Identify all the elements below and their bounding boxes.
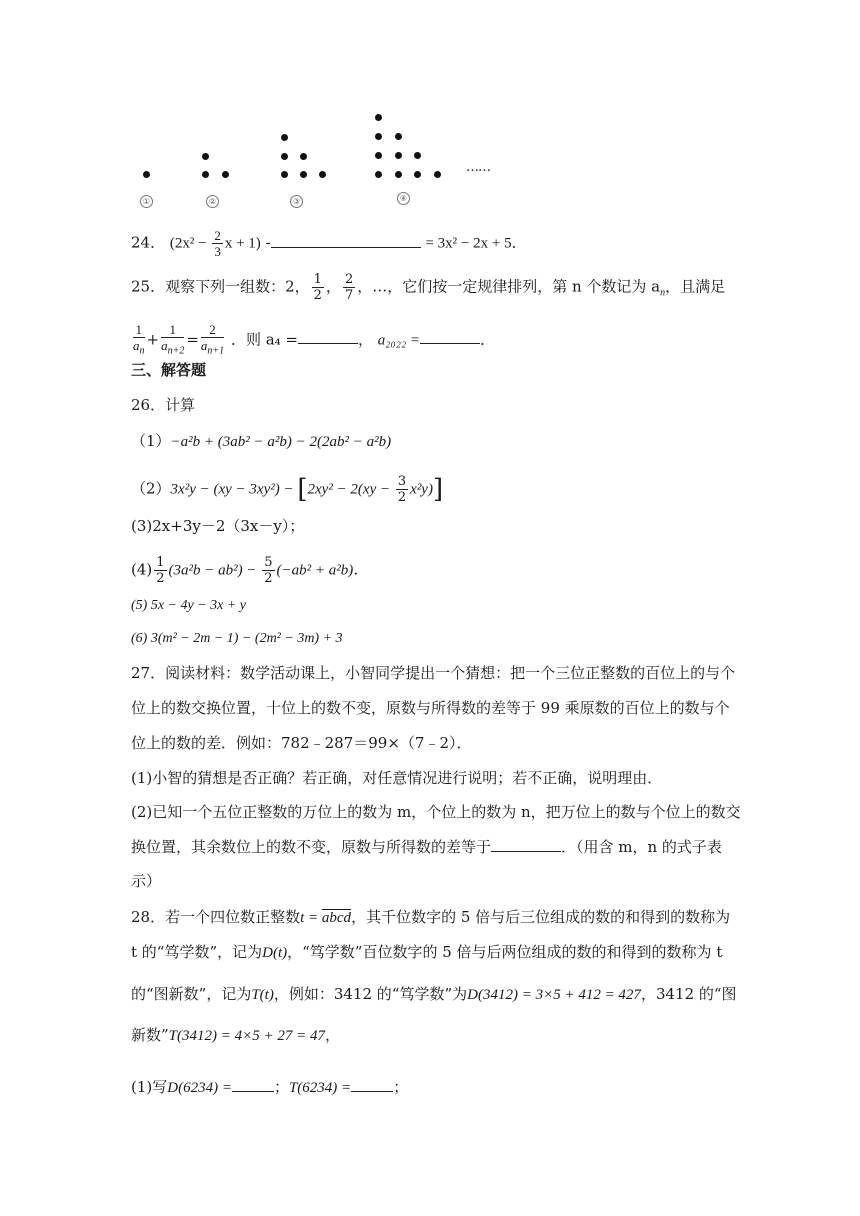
section-heading: 三、解答题 [131,361,207,379]
dot [143,171,150,178]
expr-left: (2x² − [169,235,211,252]
figure-label-4: ④ [397,192,410,205]
text: ， [358,330,374,349]
answer-blank[interactable] [271,233,421,248]
fraction-numerator: 2 [214,228,221,243]
minus-sign: - [265,233,271,252]
text: ，且满足 [665,277,726,296]
fraction-numerator: 1 [161,322,184,338]
expression: x²y) [410,481,433,498]
text: 25．观察下列一组数：2， [131,277,310,296]
question-27-sub2-line3: 示） [131,872,162,890]
answer-blank-T[interactable] [351,1077,393,1092]
dot [375,171,382,178]
ellipsis: …… [466,160,490,175]
fraction-denominator: $a_n$ [133,338,145,357]
fraction [154,555,166,586]
fraction-numerator: 1 [313,272,322,287]
figure-label-1: ① [140,195,153,208]
question-28-sub1 [131,1076,408,1099]
question-27-line1: 27．阅读材料：数学活动课上，小智同学提出一个猜想：把一个三位正整数的百位上的与个 [131,664,736,682]
dot [281,171,288,178]
question-26-part2: （2）3x²y − (xy − 3xy²) − [2xy² − 2(xy − $\frac{3}{2}$ x²y)] [131,474,444,505]
fraction-numerator: 1 [133,322,145,338]
expression: T(t) [251,987,274,1003]
question-26-part1 [131,430,391,453]
answer-blank-a4[interactable] [298,329,358,344]
question-24 [131,228,527,259]
answer-blank[interactable] [491,837,561,852]
expression: −a²b + (3ab² − a²b) − 2(2ab² − a²b) [170,434,392,450]
question-28-line4 [131,1024,340,1047]
dot [375,133,382,140]
fraction-denominator: $a_{n+2}$ [161,338,185,357]
dot [395,171,402,178]
dot [202,153,209,160]
fraction [262,555,274,586]
fraction-denominator: 2 [313,288,322,303]
fraction-denominator: $a_{n+1}$ [200,338,225,357]
expression: T(6234) = [288,1080,352,1096]
text: ．则 a₄ = [230,330,298,349]
dot [375,114,382,121]
dot [414,171,421,178]
question-26-title: 26．计算 [131,396,196,414]
text: a₂₀₂₂ = [377,332,421,349]
expression: (−ab² + a²b)． [276,562,369,579]
question-28-line2 [131,941,722,964]
expr-right: = 3x² − 2x + 5． [425,235,527,252]
text: ，3412 的“图 [640,985,737,1003]
subscript: n [660,287,666,299]
dot [300,171,307,178]
text: 28．若一个四位数正整数 [131,908,301,926]
text: ．（用含 m，n 的式子表 [561,838,722,856]
fraction-denominator: 2 [156,571,165,586]
fraction-denominator: 2 [264,571,273,586]
dot [375,152,382,159]
question-27-sub2-line1: (2)已知一个五位正整数的万位上的数为 m，个位上的数为 n，把万位上的数与个位上的数交 [131,803,741,821]
fraction-numerator: 1 [156,555,165,570]
fraction [343,272,355,303]
expression: D(3412) = 3×5 + 412 = 427 [467,987,641,1003]
question-26-part3: (3)2x+3y－2（3x－y）； [131,517,305,535]
text: 新数” [131,1026,169,1044]
fraction-numerator: 3 [397,474,407,489]
text: ； [393,1078,409,1096]
dot [281,134,288,141]
fraction-numerator: 2 [344,272,354,287]
text: (1)写 [131,1078,168,1096]
dot [414,152,421,159]
question-26-part6: (6) 3(m² − 2m − 1) − (2m² − 3m) + 3 [131,631,343,646]
text: ，其千位数字的 5 倍与后三位组成的数的和得到的数称为 [351,908,731,926]
question-28-line3 [131,983,737,1006]
question-26-part5: (5) 5x − 4y − 3x + y [131,598,247,613]
fraction [161,322,184,359]
question-25-line2: $\frac{1}{a_n}$ + $\frac{1}{a_{n+2}}$ = $\frac{2}{a_{n+1}}$ ．则 a₄ = ， a₂₀₂₂ = ． [133,322,496,357]
text: ； [273,1078,289,1096]
part-label: （2） [131,479,171,498]
part-label: (4) [131,560,153,579]
text: ， [325,1026,341,1044]
question-number: 24． [131,233,166,252]
dot [300,153,307,160]
expression: abcd [321,910,352,926]
dot [222,171,229,178]
dot [202,171,209,178]
text: 换位置，其余数位上的数不变，原数与所得数的差等于 [131,838,492,856]
question-25-line1: 25．观察下列一组数：2， $\frac{1}{2}$ ， $\frac{2}{7}$ ，…，它们按一定规律排列，第 n 个数记为 $a_n$，且满足 [131,272,726,303]
question-26-part4 [131,555,368,586]
fraction [212,228,223,259]
fraction [312,272,324,303]
question-27-line3: 位上的数的差．例如：782﹣287＝99×（7﹣2）． [131,734,472,752]
dot [281,153,288,160]
text: ． [480,330,496,349]
text: ，“笃学数”百位数字的 5 倍与后两位组成的数的和得到的数称为 t [287,943,723,961]
fraction [396,474,408,505]
expression: T(3412) = 4×5 + 27 = 47 [168,1028,325,1044]
fraction-denominator: 2 [397,490,407,505]
question-27-line2: 位上的数交换位置，十位上的数不变，原数与所得数的差等于 99 乘原数的百位上的数与个 [131,699,730,717]
dot [395,152,402,159]
question-27-sub2-line2 [131,836,722,858]
answer-blank-D[interactable] [232,1077,274,1092]
expression: 2xy² − 2(xy − [307,481,394,498]
text: 的“图新数”，记为 [131,985,252,1003]
dot [434,171,441,178]
expression: t = [300,910,322,926]
text: ，例如：3412 的“笃学数”为 [273,985,468,1003]
fraction [133,322,145,359]
fraction-numerator: 5 [264,555,273,570]
fraction-denominator: 3 [214,244,221,259]
fraction [201,322,224,359]
expression: (3a²b − ab²) − [168,562,261,579]
figure-label-2: ② [206,195,219,208]
fraction-numerator: 2 [201,322,224,338]
question-27-sub1: (1)小智的猜想是否正确？若正确，对任意情况进行说明；若不正确，说明理由． [131,769,663,787]
text: ，…，它们按一定规律排列，第 n 个数记为 a [357,277,661,296]
text: t 的“笃学数”，记为 [131,943,263,961]
dot [319,171,326,178]
answer-blank-a2022[interactable] [420,329,480,344]
dot [395,133,402,140]
expression: D(t) [262,945,288,961]
fraction-denominator: 7 [344,288,354,303]
question-28-line1 [131,906,730,929]
figure-label-3: ③ [290,195,303,208]
expression: D(6234) = [167,1080,232,1096]
expression: 3x²y − (xy − 3xy²) − [170,481,298,498]
part-label: （1） [131,432,171,450]
expr-mid: x + 1) [224,235,261,252]
